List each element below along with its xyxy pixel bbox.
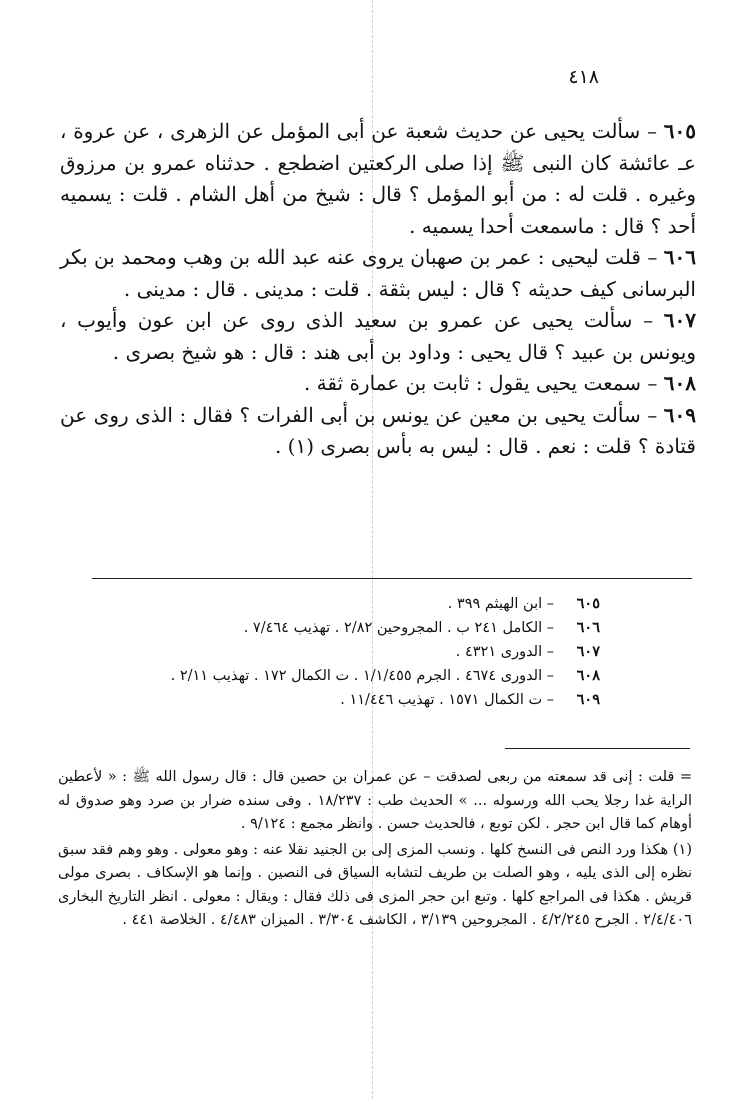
entry-605 (60, 116, 696, 242)
entry-text: – سمعت يحيى يقول : ثابت بن عمارة ثقة . (303, 371, 658, 395)
reference-text: – الكامل ٢٤١ ب . المجروحين ٢/٨٢ . تهذيب ٧/٤٦٤ . (243, 620, 554, 636)
reference-number: ٦٠٥ (576, 595, 600, 612)
reference-item (100, 640, 600, 664)
main-text (60, 116, 696, 463)
reference-item (100, 592, 600, 616)
reference-number: ٦٠٧ (576, 643, 600, 660)
entry-606 (60, 242, 696, 305)
entry-607 (60, 305, 696, 368)
entry-number: ٦٠٥ (663, 119, 696, 143)
entry-number: ٦٠٨ (663, 371, 696, 395)
reference-text: – ابن الهيثم ٣٩٩ . (447, 596, 554, 612)
section-divider (92, 578, 692, 579)
footnote-1: (١) هكذا ورد النص فى النسخ كلها . ونسب المزى إلى بن الجنيد نقلا عنه : وهو معولى . وهو وهم فقد سبق نظره إلى الذى يليه ، وهو الصلت بن طريف لتشابه السياق فى النصين . وإنما هو الإسكاف . بصرى مولى قريش . هكذا فى المراجع كلها . وتبع ابن حجر المزى فى ذلك فقال : ويقال : معولى . انظر التاريخ البخارى ٢/٤/٤٠٦ . الجرح ٤/٢/٢٤٥ . المجروحين ٣/١٣٩ ، الكاشف ٣/٣٠٤ . الميزان ٤/٤٨٣ . الخلاصة ٤٤١ . (58, 841, 692, 928)
entry-609 (60, 400, 696, 463)
reference-item (100, 616, 600, 640)
entry-text: – سألت يحيى عن عمرو بن سعيد الذى روى عن ابن عون وأيوب ، ويونس بن عبيد ؟ قال يحيى : وداود بن أبى هند : قال : هو شيخ بصرى . (60, 308, 696, 364)
page-number: ٤١٨ (568, 66, 599, 88)
reference-text: – ت الكمال ١٥٧١ . تهذيب ١١/٤٤٦ . (340, 692, 554, 708)
footnote-divider (505, 748, 690, 749)
entry-text: – سألت يحيى بن معين عن يونس بن أبى الفرات ؟ فقال : الذى روى عن قتادة ؟ قلت : نعم . قال : ليس به بأس بصرى (١) . (60, 402, 696, 458)
footnote-continuation: = قلت : إنى قد سمعته من ربعى لصدقت – عن عمران بن حصين قال : قال رسول الله ﷺ : « لأعطين الراية غدا رجلا يحب الله ورسوله ... » الحديث طب : ١٨/٢٣٧ . وفى سنده ضرار بن صرد وهو صدوق له أوهام كما قال ابن حجر . لكن توبع ، فالحديث حسن . وانظر مجمع : ٩/١٢٤ . (58, 769, 692, 832)
entry-608 (60, 368, 696, 400)
reference-number: ٦٠٦ (576, 619, 600, 636)
footnotes (58, 766, 692, 933)
reference-item (100, 688, 600, 712)
reference-item (100, 664, 600, 688)
entry-number: ٦٠٧ (663, 308, 697, 332)
entry-text: – سألت يحيى عن حديث شعبة عن أبى المؤمل عن الزهرى ، عن عروة ، عـ عائشة كان النبى ﷺ إذا صلى الركعتين اضطجع . حدثناه عمرو بن مرزوق وغيره . قلت له : من أبو المؤمل ؟ قال : شيخ من أهل الشام . قلت : يسميه أحد ؟ قال : ماسمعت أحدا يسميه . (60, 119, 696, 238)
references-list (100, 592, 600, 712)
entry-number: ٦٠٩ (663, 402, 696, 427)
entry-number: ٦٠٦ (663, 245, 697, 269)
reference-text: – الدورى ٤٦٧٤ . الجرم ١/١/٤٥٥ . ت الكمال ١٧٢ . تهذيب ٢/١١ . (170, 668, 554, 684)
reference-text: – الدورى ٤٣٢١ . (455, 644, 554, 660)
reference-number: ٦٠٨ (576, 667, 600, 684)
entry-text: – قلت ليحيى : عمر بن صهبان يروى عنه عبد الله بن وهب ومحمد بن بكر البرسانى كيف حديثه ؟ قال : ليس بثقة . قلت : مدينى . قال : مدينى . (60, 245, 696, 301)
reference-number: ٦٠٩ (576, 691, 600, 708)
